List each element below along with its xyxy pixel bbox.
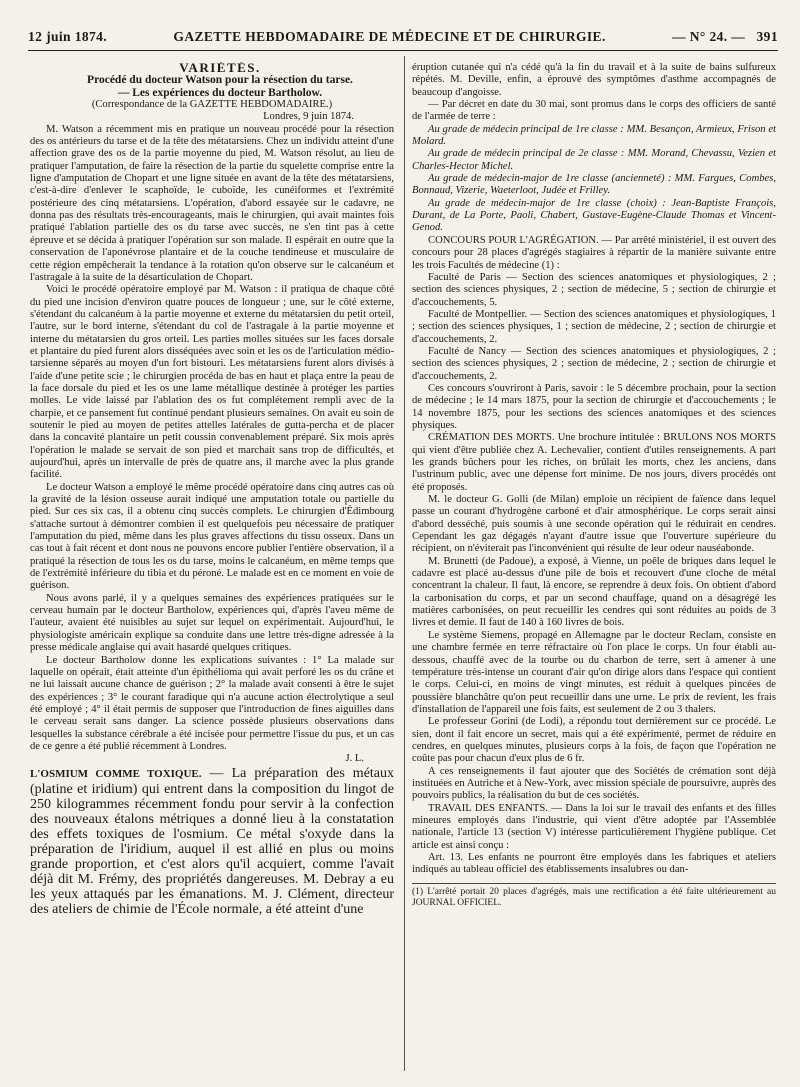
paragraph: Art. 13. Les enfants ne pourront être employés dans les fabriques et ateliers indiqués au tableau officiel des établissements insalubres ou dan- <box>412 852 776 876</box>
correspondence-line: (Correspondance de la GAZETTE HEBDOMADAIRE.) <box>91 99 333 111</box>
promotion-item: Au grade de médecin principal de 1re classe : MM. Besançon, Armieux, Frison et Molard. <box>412 123 776 148</box>
section-heading: VARIÉTÉS. <box>179 62 261 75</box>
header-page-number: 391 <box>756 29 778 44</box>
header-issue <box>672 29 778 45</box>
signature: J. L. <box>345 753 364 765</box>
right-column <box>412 62 776 1072</box>
promotion-item: Au grade de médecin principal de 2e classe : MM. Morand, Chevassu, Vezien et Charles-Hector Michel. <box>412 148 776 172</box>
paragraph: Le système Siemens, propagé en Allemagne par le docteur Reclam, consiste en une chambre fermée en terre réfractaire où l'on place le corps. Un four établi au-dessous, chauffé avec de la tourbe ou du charbon de terre, sert à amener à une température très-intense un courant d'air qu'on dirige alors dans l'espace qui contient le corps. Celui-ci, en moins de vingt minutes, est réduit à quelques pincées de poussière blanchâtre qu'on peut recueillir dans une urne. Le prix de revient, les frais d'installation de l'appareil une fois faits, est seulement de 2 ou 3 thalers. <box>412 629 776 715</box>
paragraph: Ces concours s'ouvriront à Paris, savoir : le 5 décembre prochain, pour la section de médecine ; le 14 mars 1875, pour la section de chirurgie et d'accouchements ; le 14 novembre 1875, pour les sections des sciences anatomiques et des sciences physiques. <box>412 382 776 431</box>
paragraph: M. Watson a récemment mis en pratique un nouveau procédé pour la résection des os antérieurs du tarse et de la tête des métatarsiens. Chez un individu atteint d'une affection grave des os de la partie moyenne du pied, M. Watson résolut, au lieu de pratiquer l'amputation, de faire la résection de la partie du squelette comprise entre la ligne d'amputation de Chopart et une ligne située en avant de la tête des métatarsiens, c'est-à-dire d'enlever le scaphoïde, le cuboïde, les cunéiformes et l'extrémité postérieure des cinq métatarsiens. L'opération, d'abord essayée sur le cadavre, ne donna pas des résultats très-encourageants, mais le chirurgien, qui avait maintes fois pratiqué l'ablation partielle des os du tarse avec succès, ne s'en tint pas à cette épreuve et se décida à pratiquer l'opération sur son malade. Il espérait en outre que la conservation de l'aponévrose plantaire et de la couche tendineuse et musculaire de cette région empêcherait la tendance à la rotation qu'on observe sur le calcanéum et l'astragale à la suite de la désarticulation de Chopart. <box>30 123 394 283</box>
dateline: Londres, 9 juin 1874. <box>263 111 354 123</box>
paragraph: M. Brunetti (de Padoue), a exposé, à Vienne, un poêle de briques dans lequel le cadavre est placé au-dessus d'une pile de bois et recouvert d'une cloche de métal concentrant la chaleur. Il faut, là encore, se reprendre à deux fois. On obtient d'abord la carbonisation du corps, et par un second chauffage, quand on a désagrégé les matières carbonisées, on peut recueillir les cendres qui sont réduites au poids de 3 livres et demie. Il faut de 140 à 160 livres de bois. <box>412 555 776 629</box>
paragraph: Le professeur Gorini (de Lodi), a répondu tout dernièrement sur ce procédé. Le sien, dont il fait encore un secret, mais qui a été expérimenté, permet de réduire en cendres, en quelques minutes, plusieurs corps à la fois, de façon que l'opération ne coûte pas pour chacun d'eux plus de 6 fr. <box>412 716 776 765</box>
header-journal-title: GAZETTE HEBDOMADAIRE DE MÉDECINE ET DE CHIRURGIE. <box>173 29 606 44</box>
article-subtitle: — Les expériences du docteur Bartholow. <box>117 86 323 99</box>
osmium-article <box>30 766 394 917</box>
left-column <box>30 62 394 1072</box>
article-title: Procédé du docteur Watson pour la résection du tarse. <box>87 74 353 87</box>
header-divider <box>28 50 778 51</box>
column-divider <box>404 56 405 1071</box>
paragraph: TRAVAIL DES ENFANTS. — Dans la loi sur le travail des enfants et des filles mineures employés dans l'industrie, qui vient d'être adoptée par l'Assemblée nationale, l'article 13 (section V) intéresse particulièrement l'hygiène publique. Cet article est ainsi conçu : <box>412 802 776 851</box>
promotion-item: Au grade de médecin-major de 1re classe (choix) : Jean-Baptiste François, Durant, de La Porte, Paoli, Chabert, Gustave-Eugène-Claude Thomas et Vincent-Genod. <box>412 197 776 234</box>
paragraph: Voici le procédé opératoire employé par M. Watson : il pratiqua de chaque côté du pied une incision d'environ quatre pouces de longueur ; une, sur le côté externe, s'étendant du calcanéum à la partie moyenne et externe du métatarsien du petit orteil, l'autre, sur le bord interne, s'étendant du col de l'astragale à la partie moyenne et interne du métatarsien du gros orteil. Les parties molles situées sur les faces dorsale et plantaire du pied furent alors disséquées avec soin et les os de l'articulation médio-tarsienne séparés au moyen d'un fort bistouri. Les métatarsiens furent alors divisés à l'aide d'une petite scie ; le chirurgien procéda de bas en haut et plaça entre la peau de la face dorsale du pied et les os une lame métallique destinée à protéger les parties molles. Le vide laissé par l'ablation des os fut complétement rempli avec de la charpie, et ce pansement fut continué pendant plusieurs semaines. On avait eu soin de soutenir le pied au moyen de petites attelles latérales de gutta-percha et de placer dans la concavité plantaire un petit coussin convenablement préparé. Six mois après l'opération le malade se servait de son pied et marchait sans trop de difficultés, et aujourd'hui, après un intervalle de près de quatre ans, il marche avec la plus grande facilité. <box>30 284 394 481</box>
osmium-text: — La préparation des métaux (platine et iridium) qui entrent dans la composition du lingot de 250 kilogrammes récemment fondu pour servir à la confection des nouveaux étalons métriques a donné lieu à la constatation des effets toxiques de l'osmium. Ce métal s'oxyde dans la préparation de l'iridium, auquel il est allié en plus ou moins grande proportion, et c'est alors qu'il acquiert, comme l'avait déjà dit M. Frémy, des propriétés dangereuses. M. Debray a eu les yeux attaqués par les émanations. M. J. Clément, directeur des ateliers de chimie de l'École normale, a été atteint d'une <box>30 765 394 917</box>
paragraph: Le docteur Watson a employé le même procédé opératoire dans cinq autres cas où la gravité de la lésion osseuse aurait indiqué une amputation totale ou partielle du pied. Sur ces six cas, il a obtenu cinq succès complets. Le chirurgien d'Édimbourg s'attache surtout à démontrer combien il est quelquefois peu nécessaire de pratiquer l'amputation du pied, même dans les plus graves affections du tissu osseux. Dans un cas tout à fait récent et dont nous ne pouvons encore publier l'entière observation, il a pratiqué la résection de tous les os du tarse, moins le calcanéum, en même temps que de l'extrémité inférieure du tibia et du péroné. Le malade est en ce moment en voie de guérison. <box>30 481 394 592</box>
osmium-heading: L'OSMIUM COMME TOXIQUE. <box>30 767 202 780</box>
header-date: 12 juin 1874. <box>28 29 108 44</box>
paragraph: M. le docteur G. Golli (de Milan) emploie un récipient de faïence dans lequel passe un courant d'hydrogène carboné et d'air atmosphérique. Le corps serait ainsi d'abord desséché, puis soumis à une seconde opération qui le réduirait en cendres. Cependant les gaz dégagés n'ayant d'autre issue que l'ouverture supérieure du récipient, on n'éviterait pas l'inconvénient qui résulte de leur odeur nauséabonde. <box>412 494 776 555</box>
paragraph: A ces renseignements il faut ajouter que des Sociétés de crémation sont déjà instituées en Autriche et à New-York, avec mission spéciale de poursuivre, auprès des pouvoirs publics, la réalisation du but de ces sociétés. <box>412 765 776 802</box>
header-number: — N° 24. — <box>672 29 746 44</box>
faculty-item: Faculté de Paris — Section des sciences anatomiques et physiologiques, 2 ; section des sciences physiques, 2 ; section de médecine, 5 ; section de chirurgie et d'accouchements, 5. <box>412 271 776 308</box>
faculty-item: Faculté de Nancy — Section des sciences anatomiques et physiologiques, 2 ; section des sciences physiques, 2 ; section de médecine, 2 ; section de chirurgie et d'accouchements, 2. <box>412 345 776 382</box>
paragraph: éruption cutanée qui n'a cédé qu'à la fin du travail et à la suite de bains sulfureux répétés. M. Deville, enfin, a éprouvé des symptômes d'asthme accompagnés de beaucoup d'angoisse. <box>412 62 776 98</box>
running-header <box>28 26 778 48</box>
paragraph: — Par décret en date du 30 mai, sont promus dans le corps des officiers de santé de l'armée de terre : <box>412 99 776 123</box>
promotion-item: Au grade de médecin-major de 1re classe (ancienneté) : MM. Fargues, Combes, Bonnaud, Vizerie, Waeterloot, Judée et Frilley. <box>412 173 776 197</box>
paragraph: Le docteur Bartholow donne les explications suivantes : 1° La malade sur laquelle on opérait, était atteinte d'un épithélioma qui avait perforé les os du crâne et ne lui laissait aucune chance de guérison ; 2° la malade avait consenti à être le sujet des expériences ; 3° le courant faradique qui n'a aucune action électrolytique a seul été employé ; 4° il était permis de supposer que l'introduction de fines aiguilles dans le cerveau serait sans danger. La science possède plusieurs observations dans lesquelles la substance cérébrale a été incisée pour permettre l'issue du pus, et un cas de ce genre a été publié récemment à Londres. <box>30 654 394 752</box>
paragraph: CONCOURS POUR L'AGRÉGATION. — Par arrêté ministériel, il est ouvert des concours pour 28 places d'agrégés stagiaires à répartir de la manière suivante entre les trois Facultés de médecine (1) : <box>412 234 776 271</box>
paragraph: CRÉMATION DES MORTS. Une brochure intitulée : BRULONS NOS MORTS qui vient d'être publiée chez A. Lechevalier, contient d'utiles renseignements. A part les grands bûchers pour les riches, on brûlait les morts, chez les anciens, dans l'ustrinum public, avec une dépense fort minime. De nos jours, divers procédés ont été proposés. <box>412 432 776 493</box>
footnote: (1) L'arrêté portait 20 places d'agrégés, mais une rectification a été faite ultérieurement au JOURNAL OFFICIEL. <box>412 883 776 909</box>
paragraph: Nous avons parlé, il y a quelques semaines des expériences pratiquées sur le cerveau humain par le docteur Bartholow, expériences qui, d'après l'aveu même de l'auteur, avaient été nuisibles au sujet sur lequel on expérimentait. Aujourd'hui, le physiologiste américain explique sa conduite dans une lettre très-digne adressée à la presse médicale anglaise qui avait hasardé quelques critiques. <box>30 592 394 654</box>
faculty-item: Faculté de Montpellier. — Section des sciences anatomiques et physiologiques, 1 ; section des sciences physiques, 1 ; section de médecine, 2 ; section de chirurgie et d'accouchements, 2. <box>412 308 776 345</box>
